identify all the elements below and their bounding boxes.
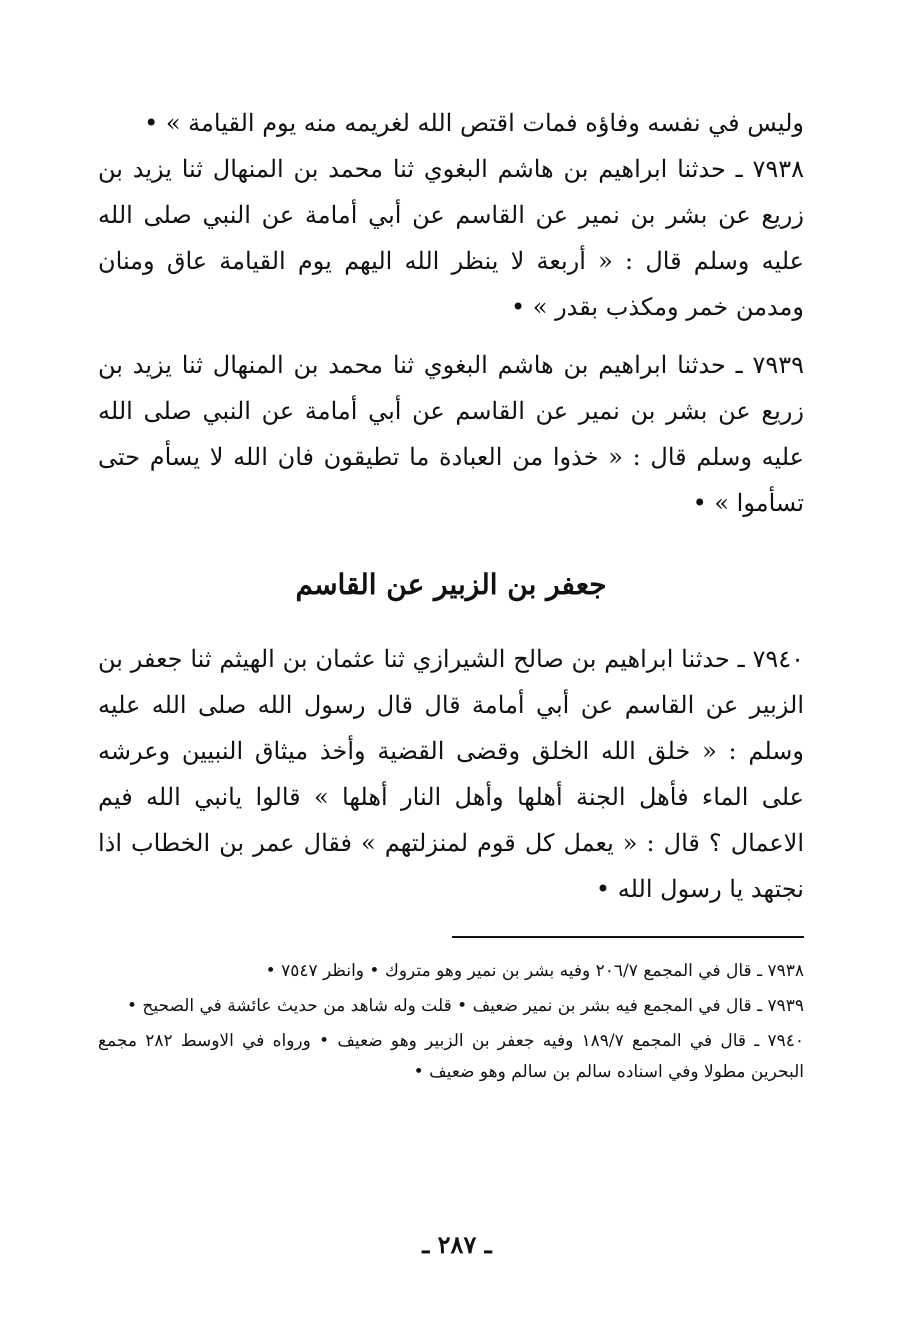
- hadith-7938: ٧٩٣٨ ـ حدثنا ابراهيم بن هاشم البغوي ثنا محمد بن المنهال ثنا يزيد بن زريع عن بشر بن نمير عن القاسم عن أبي أمامة عن النبي صلى الله عليه وسلم قال : « أربعة لا ينظر الله اليهم يوم القيامة عاق ومنان ومدمن خمر ومكذب بقدر » •: [98, 155, 804, 321]
- footnotes: [98, 956, 804, 1092]
- paragraph-continuation: وليس في نفسه وفاؤه فمات اقتص الله لغريمه منه يوم القيامة » •: [144, 109, 804, 137]
- page-number: ـ ٢٨٧ ـ: [422, 1230, 492, 1259]
- footnote-7938: ٧٩٣٨ ـ قال في المجمع ٢٠٦/٧ وفيه بشر بن نمير وهو متروك • وانظر ٧٥٤٧ •: [265, 961, 804, 981]
- hadith-7939: ٧٩٣٩ ـ حدثنا ابراهيم بن هاشم البغوي ثنا محمد بن المنهال ثنا يزيد بن زريع عن بشر بن نمير عن القاسم عن أبي أمامة عن النبي صلى الله عليه وسلم قال : « خذوا من العبادة ما تطيقون فان الله لا يسأم حتى تسأموا » •: [98, 351, 804, 517]
- footnote-7939: ٧٩٣٩ ـ قال في المجمع فيه بشر بن نمير ضعيف • قلت وله شاهد من حديث عائشة في الصحيح •: [126, 996, 804, 1016]
- main-text: [98, 100, 804, 912]
- section-title: جعفر بن الزبير عن القاسم: [295, 568, 607, 601]
- footnote-7940: ٧٩٤٠ ـ قال في المجمع ١٨٩/٧ وفيه جعفر بن الزبير وهو ضعيف • ورواه في الاوسط ٢٨٢ مجمع البحرين مطولا وفي اسناده سالم بن سالم وهو ضعيف •: [98, 1031, 804, 1082]
- footnote-divider: [452, 936, 804, 938]
- hadith-7940: ٧٩٤٠ ـ حدثنا ابراهيم بن صالح الشيرازي ثنا عثمان بن الهيثم ثنا جعفر بن الزبير عن القاسم عن أبي أمامة قال قال رسول الله صلى الله عليه وسلم : « خلق الله الخلق وقضى القضية وأخذ ميثاق النبيين وعرشه على الماء فأهل الجنة أهلها وأهل النار أهلها » قالوا يانبي الله فيم الاعمال ؟ قال : « يعمل كل قوم لمنزلتهم » فقال عمر بن الخطاب اذا نجتهد يا رسول الله •: [98, 645, 804, 903]
